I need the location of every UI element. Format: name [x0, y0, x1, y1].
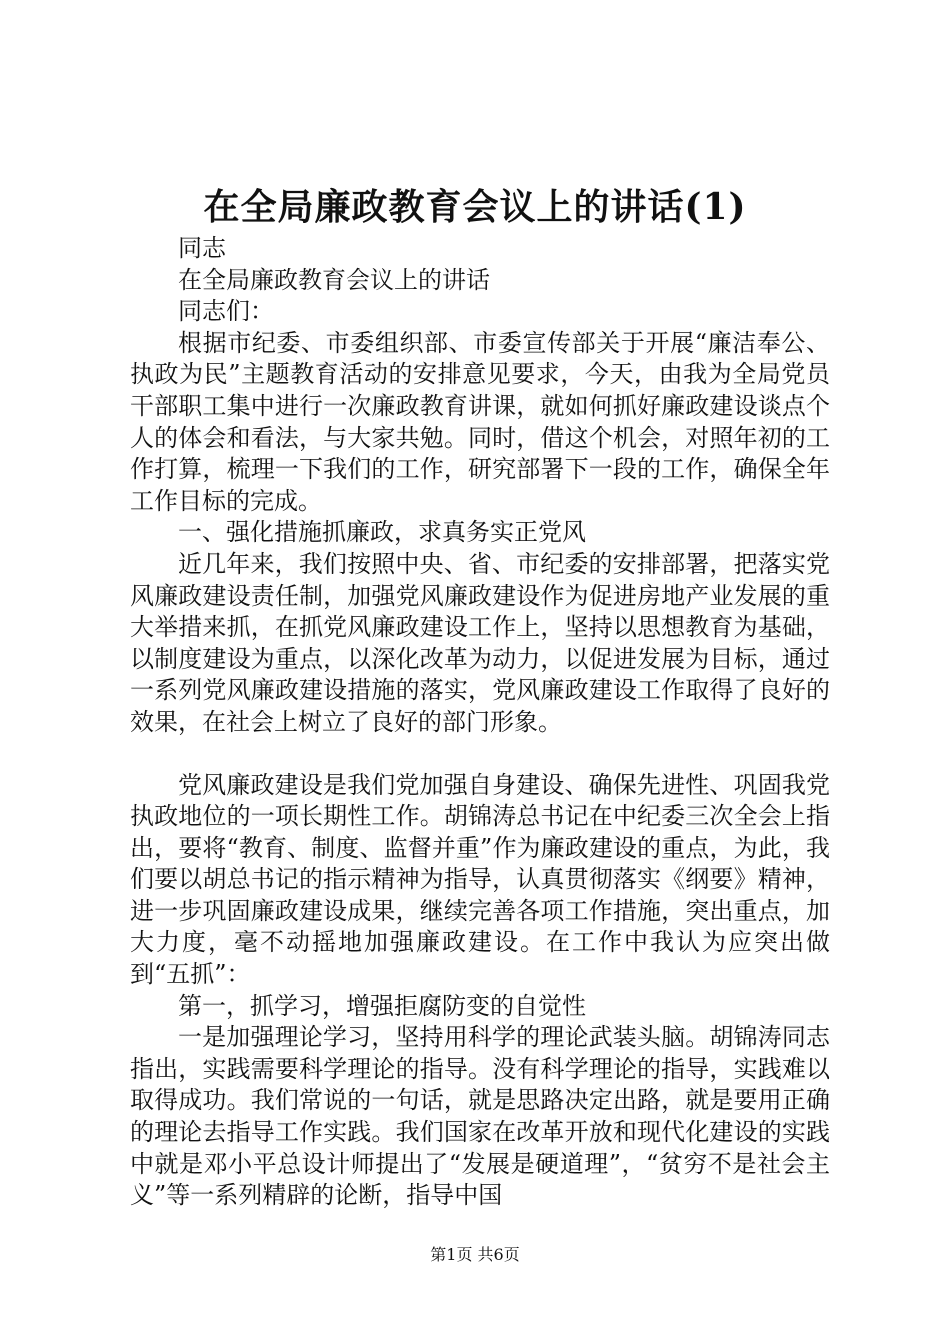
intro-paragraph: 根据市纪委、市委组织部、市委宣传部关于开展“廉洁奉公、执政为民”主题教育活动的安排意见要求，今天，由我为全局党员干部职工集中进行一次廉政教育讲课，就如何抓好廉政建设谈点个人的体会和看法，与大家共勉。同时，借这个机会，对照年初的工作打算，梳理一下我们的工作，研究部署下一段的工作，确保全年工作目标的完成。: [130, 328, 830, 515]
section-heading-1: 一、强化措施抓廉政，求真务实正党风: [178, 518, 586, 547]
document-body: [130, 233, 830, 1212]
paragraph-recent-years: 近几年来，我们按照中央、省、市纪委的安排部署，把落实党风廉政建设责任制，加强党风廉政建设作为促进房地产业发展的重大举措来抓，在抓党风廉政建设工作上，坚持以思想教育为基础，以制度建设为重点，以深化改革为动力，以促进发展为目标，通过一系列党风廉政建设措施的落实，党风廉政建设工作取得了良好的效果，在社会上树立了良好的部门形象。: [130, 549, 830, 736]
subtitle-line: 在全局廉政教育会议上的讲话: [178, 265, 490, 294]
document-title: 在全局廉政教育会议上的讲话(1): [203, 186, 747, 228]
paragraph-theory-study: 一是加强理论学习，坚持用科学的理论武装头脑。胡锦涛同志指出，实践需要科学理论的指导。没有科学理论的指导，实践难以取得成功。我们常说的一句话，就是思路决定出路，就是要用正确的理论去指导工作实践。我们国家在改革开放和现代化建设的实践中就是邓小平总设计师提出了“发展是硬道理”，“贫穷不是社会主义”等一系列精辟的论断，指导中国: [130, 1023, 830, 1210]
subheading-first: 第一，抓学习，增强拒腐防变的自觉性: [178, 991, 586, 1020]
greeting-line: 同志们：: [178, 297, 274, 326]
paragraph-party-building: 党风廉政建设是我们党加强自身建设、确保先进性、巩固我党执政地位的一项长期性工作。胡锦涛总书记在中纪委三次全会上指出，要将“教育、制度、监督并重”作为廉政建设的重点，为此，我们要以胡总书记的指示精神为指导，认真贯彻落实《纲要》精神，进一步巩固廉政建设成果，继续完善各项工作措施，突出重点，加大力度，毫不动摇地加强廉政建设。在工作中我认为应突出做到“五抓”：: [130, 770, 830, 989]
page-number-footer: 第1页 共6页: [430, 1245, 520, 1264]
salutation-line: 同志: [178, 234, 226, 262]
